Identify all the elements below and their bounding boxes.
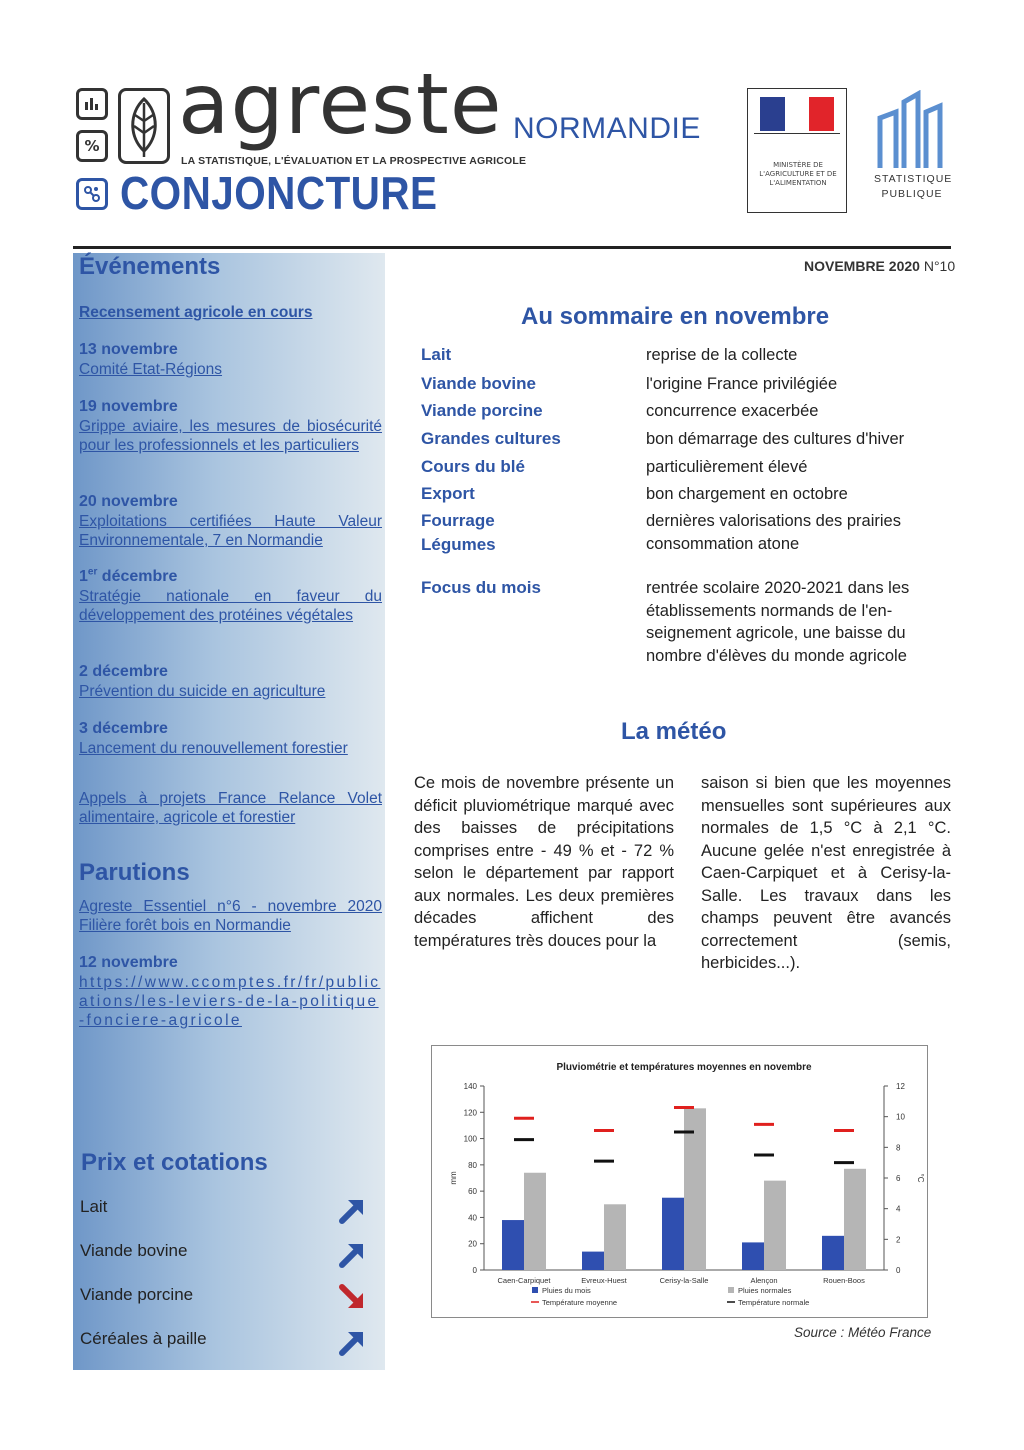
- y-tick-label: 120: [463, 1108, 477, 1118]
- series-name: CONJONCTURE: [120, 167, 438, 219]
- chart-canvas: [432, 1046, 929, 1319]
- republique-francaise-flag-icon: [760, 97, 834, 131]
- event-date: 20 novembre: [79, 493, 178, 510]
- legend-label: Température moyenne: [542, 1298, 618, 1307]
- summary-desc: concurrence exacerbée: [646, 402, 819, 420]
- event-link[interactable]: Exploitations certifiées Haute Valeur Environnementale, 7 en Normandie: [79, 513, 382, 549]
- summary-topic: Fourrage: [421, 511, 495, 530]
- y-axis-label: mm: [449, 1171, 458, 1185]
- event-link[interactable]: Appels à projets France Relance Volet alimentaire, agricole et forestier: [79, 790, 382, 826]
- arrow-up-right-icon: [336, 1193, 370, 1227]
- agreste-logo-icons: [76, 88, 110, 172]
- summary-desc: bon chargement en octobre: [646, 485, 848, 503]
- summary-desc: particulièrement élevé: [646, 458, 808, 476]
- issue-number: N°10: [923, 258, 956, 274]
- y2-tick-label: 6: [896, 1174, 901, 1183]
- meteo-text-col-2: saison si bien que les moyennes mensuelles sont supérieures aux normales de 1,5 °C à 2,1 °C. Aucune gelée n'est enregistrée à Caen-Carpiquet et à Cerisy-la-Salle. Les travaux dans les champs peuvent être avancés correctement (semis, herbicides...).: [701, 774, 951, 972]
- event-link-census[interactable]: Recensement agricole en cours: [79, 304, 313, 321]
- focus-topic: Focus du mois: [421, 578, 541, 597]
- publication-link[interactable]: Agreste Essentiel n°6 - novembre 2020 Filière forêt bois en Normandie: [79, 898, 382, 934]
- summary-topic: Viande porcine: [421, 401, 543, 420]
- event-link[interactable]: Lancement du renouvellement forestier: [79, 740, 348, 757]
- summary-desc: reprise de la collecte: [646, 346, 798, 364]
- price-label: Céréales à paille: [80, 1329, 207, 1348]
- y-tick-label: 80: [468, 1160, 477, 1170]
- y-tick-label: 60: [468, 1187, 477, 1197]
- x-tick-label: Caen-Carpiquet: [497, 1276, 551, 1285]
- statistique-publique-text: [874, 172, 953, 202]
- arrow-down-right-icon: [336, 1281, 370, 1315]
- legend-swatch: [728, 1287, 734, 1293]
- x-tick-label: Evreux-Huest: [581, 1276, 627, 1285]
- ssp-line-1: STATISTIQUE: [874, 173, 953, 185]
- summary-topic: Viande bovine: [421, 374, 536, 393]
- prices-heading: Prix et cotations: [81, 1149, 268, 1176]
- summary-topic: Grandes cultures: [421, 429, 561, 448]
- buildings-icon: [874, 90, 950, 170]
- summary-topic: Cours du blé: [421, 457, 525, 476]
- y2-tick-label: 8: [896, 1143, 901, 1153]
- region-name: NORMANDIE: [513, 112, 701, 145]
- summary-desc: bon démarrage des cultures d'hiver: [646, 430, 905, 448]
- price-row-lait: [80, 1193, 370, 1223]
- bar-monthly-rain: [502, 1220, 524, 1270]
- publication-link[interactable]: https://www.ccomptes.fr/fr/publications/les-leviers-de-la-politique-fonciere-agricole: [79, 974, 381, 1029]
- y2-tick-label: 12: [896, 1082, 905, 1091]
- event-link[interactable]: Comité Etat-Régions: [79, 361, 223, 378]
- percent-icon: %: [76, 130, 108, 162]
- legend-label: Pluies normales: [738, 1286, 792, 1295]
- issue-date: NOVEMBRE 2020: [804, 258, 920, 274]
- legend-label: Température normale: [738, 1298, 810, 1307]
- event-link[interactable]: Prévention du suicide en agriculture: [79, 683, 326, 700]
- page-header: [0, 0, 1024, 245]
- y2-tick-label: 4: [896, 1204, 901, 1214]
- summary-topic: Légumes: [421, 535, 496, 554]
- x-tick-label: Rouen-Boos: [823, 1276, 865, 1285]
- event-date: 3 décembre: [79, 720, 168, 737]
- legend-label: Pluies du mois: [542, 1286, 591, 1295]
- summary-desc: dernières valorisations des prairies: [646, 512, 901, 530]
- event-link[interactable]: Grippe aviaire, les mesures de biosécurité pour les professionnels et les particuliers: [79, 418, 382, 454]
- brand-tagline: LA STATISTIQUE, L'ÉVALUATION ET LA PROSPECTIVE AGRICOLE: [181, 155, 527, 167]
- statistique-publique-logo: [874, 90, 953, 212]
- focus-desc: rentrée scolaire 2020-2021 dans les établissements normands de l'en-seignement agricole, une baisse du nombre d'élèves du monde agricole: [646, 579, 910, 665]
- y-tick-label: 100: [463, 1134, 477, 1144]
- price-row-viande-porcine: [80, 1281, 370, 1311]
- y-tick-label: 0: [472, 1266, 477, 1275]
- bar-chart-icon: [76, 88, 108, 120]
- publication-date: 12 novembre: [79, 954, 178, 971]
- ministry-logo: [747, 88, 847, 213]
- y2-axis-label: °C: [916, 1173, 925, 1183]
- bar-normal-rain: [844, 1169, 866, 1270]
- summary-topic: Lait: [421, 345, 452, 364]
- event-date: 2 décembre: [79, 663, 168, 680]
- event-date-day: 1: [79, 568, 88, 585]
- x-tick-label: Cerisy-la-Salle: [659, 1276, 709, 1285]
- y2-tick-label: 10: [896, 1112, 905, 1122]
- bar-monthly-rain: [582, 1252, 604, 1270]
- price-label: Viande bovine: [80, 1241, 188, 1260]
- arrow-up-right-icon: [336, 1237, 370, 1271]
- y-tick-label: 40: [468, 1213, 477, 1223]
- event-date: 13 novembre: [79, 341, 178, 358]
- y2-tick-label: 2: [896, 1235, 901, 1245]
- bar-monthly-rain: [662, 1198, 684, 1270]
- legend-swatch: [532, 1287, 538, 1293]
- publications-heading: Parutions: [79, 859, 190, 886]
- bar-normal-rain: [604, 1204, 626, 1270]
- leaf-icon: [118, 88, 170, 164]
- y2-tick-label: 0: [896, 1266, 901, 1275]
- ministry-text: MINISTÈRE DE L'AGRICULTURE ET DE L'ALIMENTATION: [759, 161, 837, 187]
- event-date-ordinal: er: [87, 566, 98, 578]
- bar-normal-rain: [524, 1173, 546, 1270]
- summary-heading: Au sommaire en novembre: [521, 303, 830, 330]
- event-date: 19 novembre: [79, 398, 178, 415]
- y-tick-label: 20: [468, 1239, 477, 1249]
- bar-monthly-rain: [822, 1236, 844, 1270]
- events-heading: Événements: [79, 253, 221, 280]
- summary-desc: l'origine France privilégiée: [646, 375, 838, 393]
- chart-title: Pluviométrie et températures moyennes en novembre: [556, 1062, 812, 1073]
- chart-source: Source : Météo France: [794, 1325, 932, 1340]
- rainfall-temperature-chart: [431, 1045, 928, 1318]
- brand-name: agreste: [178, 55, 503, 153]
- event-date: [79, 568, 177, 586]
- sidebar: [73, 253, 385, 1370]
- event-date-month: décembre: [97, 568, 178, 585]
- header-divider: [73, 246, 951, 249]
- price-row-cereales: [80, 1325, 370, 1355]
- summary-topic: Export: [421, 484, 475, 503]
- x-tick-label: Alençon: [750, 1276, 778, 1285]
- arrow-up-right-icon: [336, 1325, 370, 1359]
- ssp-line-2: PUBLIQUE: [881, 188, 943, 200]
- network-icon: [76, 178, 108, 210]
- summary-desc: consommation atone: [646, 535, 800, 553]
- meteo-text-col-1: Ce mois de novembre présente un déficit pluviométrique marqué avec des baisses de précipitations comprises entre - 49 % et - 72 % selon le département par rapport aux normales. Les deux premières décades affichent des températures très douces pour la: [414, 774, 674, 950]
- y-tick-label: 140: [463, 1082, 477, 1091]
- bar-monthly-rain: [742, 1242, 764, 1270]
- bar-normal-rain: [764, 1181, 786, 1270]
- event-link[interactable]: Stratégie nationale en faveur du développement des protéines végétales: [79, 588, 382, 624]
- price-label: Viande porcine: [80, 1285, 194, 1304]
- issue-info: [804, 258, 955, 274]
- price-label: Lait: [80, 1197, 108, 1216]
- price-row-viande-bovine: [80, 1237, 370, 1267]
- meteo-heading: La météo: [621, 718, 727, 745]
